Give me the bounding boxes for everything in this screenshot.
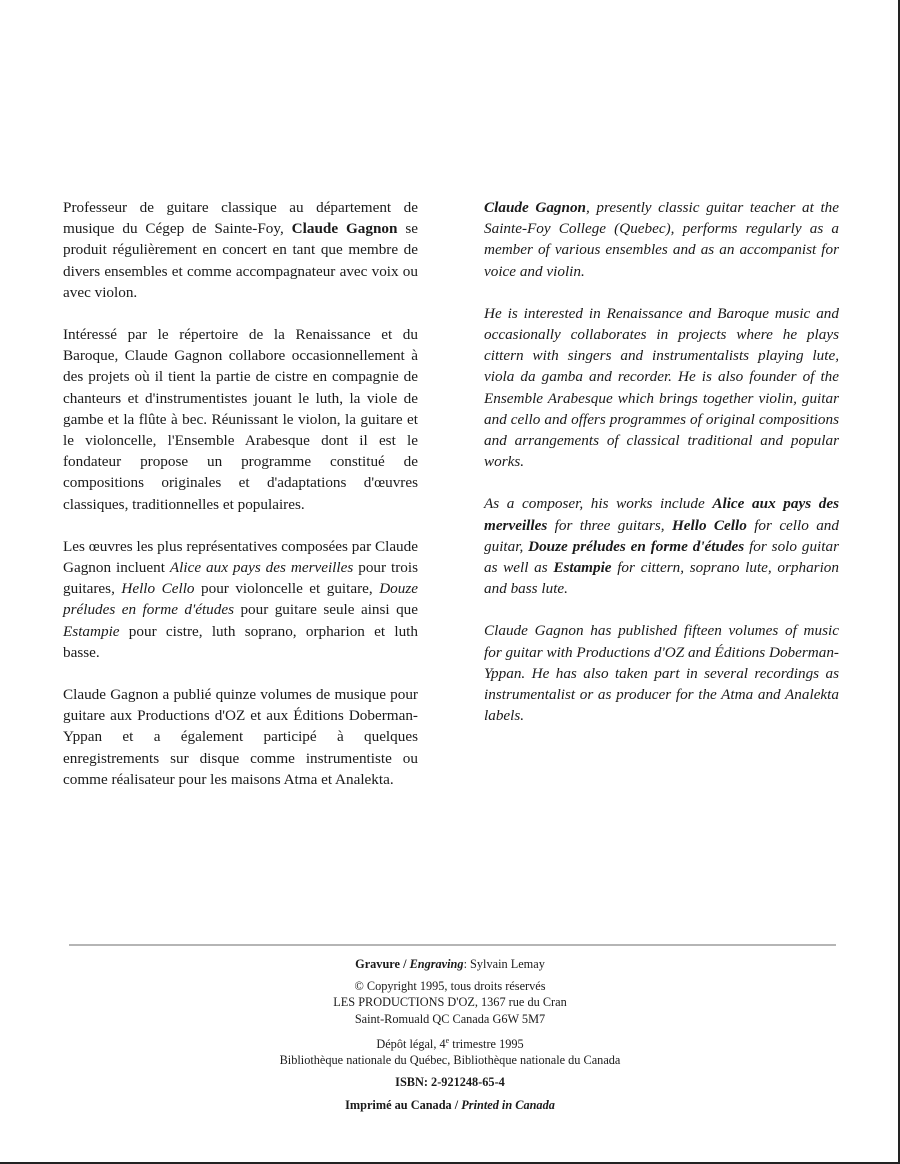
publisher-address: Saint-Romuald QC Canada G6W 5M7: [354, 1011, 546, 1026]
publisher-name: LES PRODUCTIONS D'OZ, 1367 rue du Cran: [333, 995, 567, 1010]
work-title: Douze préludes en forme d'études: [528, 537, 745, 555]
work-title: Hello Cello: [671, 516, 747, 534]
work-title: Estampie: [63, 622, 120, 640]
french-paragraph-3: Les œuvres les plus représentatives composées par Claude Gagnon incluent Alice aux pays des merveilles pour trois guitares, Hello Cello pour violoncelle et guitare, Douze préludes en forme d'études pour guitare seule ainsi que Estampie pour cistre, luth soprano, orpharion et luth basse.: [63, 537, 418, 661]
english-paragraph-4: Claude Gagnon has published fifteen volumes of music for guitar with Productions d'OZ and Éditions Doberman-Yppan. He has also taken part in several recordings as instrumentalist or as producer for the Atma and Analekta labels.: [484, 622, 839, 725]
french-paragraph-1: Professeur de guitare classique au département de musique du Cégep de Sainte-Foy, Claude Gagnon se produit régulièrement en concert en tant que membre de divers ensembles et comme accompagnateur avec voix ou avec violon.: [63, 199, 419, 301]
composer-name: Claude Gagnon: [291, 220, 398, 238]
work-title: Estampie: [553, 559, 612, 577]
copyright-notice: © Copyright 1995, tous droits réservés: [354, 979, 546, 994]
english-paragraph-2: He is interested in Renaissance and Baroque music and occasionally collaborates in projects where he plays cittern with singers and instrumentalists playing lute, viola da gamba and recorder. He is also founder of the Ensemble Arabesque which brings together violin, guitar and cello and offers programmes of original compositions and arrangements of classical traditional and popular works.: [484, 304, 839, 471]
footer-divider: [69, 944, 836, 946]
engraving-credit: Gravure / Engraving: Sylvain Lemay: [355, 957, 545, 971]
english-paragraph-3: As a composer, his works include Alice aux pays des merveilles for three guitars, Hello Cello for cello and guitar, Douze préludes en forme d'études for solo guitar as well as Estampie for cittern, soprano lute, orpharion and bass lute.: [484, 495, 839, 598]
english-biography: [484, 197, 839, 747]
french-biography: [63, 197, 418, 811]
work-title: Alice aux pays des merveilles: [484, 495, 839, 534]
work-title: Alice aux pays des merveilles: [169, 559, 354, 577]
english-paragraph-1: Claude Gagnon, presently classic guitar teacher at the Sainte-Foy College (Quebec), performs regularly as a member of various ensembles and as an accompanist for voice and violin.: [484, 199, 840, 280]
printed-in: Imprimé au Canada / Printed in Canada: [345, 1097, 555, 1112]
isbn: ISBN: 2-921248-65-4: [395, 1075, 505, 1090]
french-paragraph-4: Claude Gagnon a publié quinze volumes de musique pour guitare aux Productions d'OZ et aux Éditions Doberman-Yppan et a également participé à quelques enregistrements sur disque comme instrumentiste ou comme réalisateur pour les maisons Atma et Analekta.: [63, 686, 418, 788]
work-title: Douze préludes en forme d'études: [63, 580, 418, 619]
composer-name: Claude Gagnon: [484, 199, 586, 216]
national-libraries: Bibliothèque nationale du Québec, Bibliothèque nationale du Canada: [279, 1053, 621, 1068]
french-paragraph-2: Intéressé par le répertoire de la Renaissance et du Baroque, Claude Gagnon collabore occasionnellement à des projets où il tient la partie de cistre en compagnie de chanteurs et d'instrumentistes jouant le luth, la viole de gambe et la flûte à bec. Réunissant le violon, la guitare et le violoncelle, l'Ensemble Arabesque dont il est le fondateur propose un programme constitué de compositions originales et d'adaptations d'œuvres classiques, traditionnelles et populaires.: [63, 326, 418, 513]
work-title: Hello Cello: [121, 580, 195, 598]
legal-deposit: Dépôt légal, 4e trimestre 1995: [376, 1035, 524, 1051]
colophon: [0, 956, 900, 1113]
